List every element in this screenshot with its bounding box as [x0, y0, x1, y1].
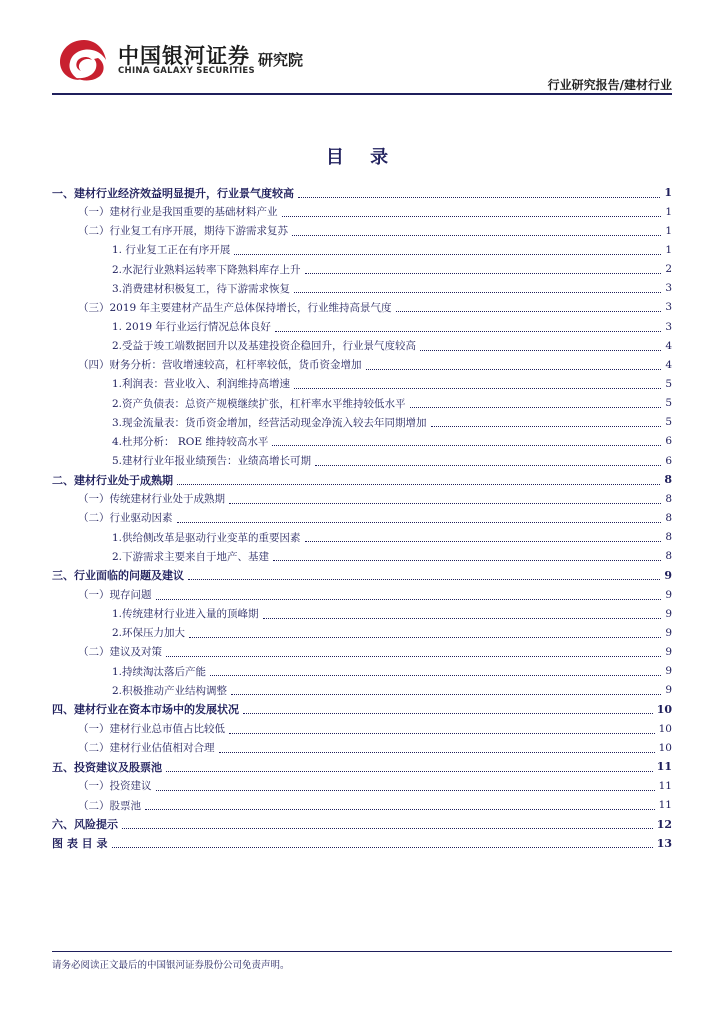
- toc-leader-dots: [431, 425, 662, 427]
- toc-entry-label[interactable]: 4.杜邦分析： ROE 维持较高水平: [112, 435, 269, 448]
- toc-entry-label[interactable]: 1.利润表：营业收入、利润维持高增速: [112, 378, 291, 391]
- toc-entry-page[interactable]: 10: [656, 702, 672, 716]
- toc-leader-dots: [366, 368, 662, 370]
- toc-entry-label[interactable]: （二）行业复工有序开展，期待下游需求复苏: [78, 225, 288, 238]
- toc-entry-page[interactable]: 1: [665, 224, 672, 237]
- toc-entry-label[interactable]: 2.水泥行业熟料运转率下降熟料库存上升: [112, 263, 301, 276]
- toc-entry-page[interactable]: 8: [665, 531, 672, 544]
- toc-entry-page[interactable]: 4: [665, 358, 672, 371]
- toc-entry-page[interactable]: 8: [665, 492, 672, 505]
- toc-entry-label[interactable]: 二、建材行业处于成熟期: [52, 473, 173, 487]
- toc-entry-label[interactable]: （二）建材行业估值相对合理: [78, 742, 215, 755]
- toc-entry-page[interactable]: 11: [656, 760, 672, 774]
- toc-leader-dots: [234, 253, 661, 255]
- toc-entry-page[interactable]: 1: [665, 205, 672, 218]
- toc-entry-label[interactable]: （四）财务分析：营收增速较高，杠杆率较低，货币资金增加: [78, 359, 362, 372]
- toc-entry-page[interactable]: 5: [665, 377, 672, 390]
- toc-entry-page[interactable]: 3: [665, 301, 672, 314]
- table-of-contents: [52, 183, 672, 853]
- toc-entry-label[interactable]: 2.积极推动产业结构调整: [112, 684, 228, 697]
- toc-entry-page[interactable]: 9: [665, 607, 672, 620]
- toc-entry-label[interactable]: 三、行业面临的问题及建议: [52, 569, 184, 583]
- toc-entry[interactable]: [52, 202, 672, 221]
- toc-entry-page[interactable]: 8: [664, 473, 672, 487]
- toc-entry[interactable]: [52, 757, 672, 776]
- brand-institute: 研究院: [258, 51, 304, 69]
- toc-entry[interactable]: [52, 489, 672, 508]
- toc-entry[interactable]: [52, 298, 672, 317]
- toc-leader-dots: [396, 310, 662, 312]
- toc-entry-page[interactable]: 9: [665, 645, 672, 658]
- toc-entry-label[interactable]: 四、建材行业在资本市场中的发展状况: [52, 703, 239, 717]
- toc-entry-label[interactable]: 3.消费建材积极复工，待下游需求恢复: [112, 282, 291, 295]
- toc-entry[interactable]: [52, 642, 672, 661]
- toc-entry-page[interactable]: 8: [665, 550, 672, 563]
- toc-leader-dots: [219, 751, 655, 753]
- toc-entry[interactable]: [52, 451, 672, 470]
- china-galaxy-logo-icon: [58, 38, 110, 82]
- toc-entry[interactable]: [52, 776, 672, 795]
- toc-entry-label[interactable]: 1.持续淘汰落后产能: [112, 665, 207, 678]
- toc-entry-label[interactable]: 一、建材行业经济效益明显提升，行业景气度较高: [52, 186, 294, 200]
- toc-leader-dots: [229, 732, 655, 734]
- toc-entry-page[interactable]: 1: [665, 243, 672, 256]
- brand-name-en: CHINA GALAXY SECURITIES: [118, 66, 255, 76]
- toc-entry[interactable]: [52, 566, 672, 585]
- toc-entry-page[interactable]: 12: [656, 817, 672, 831]
- toc-entry-label[interactable]: 3.现金流量表：货币资金增加，经营活动现金净流入较去年同期增加: [112, 416, 427, 429]
- brand-name-cn: 中国银河证券: [118, 44, 250, 68]
- toc-entry[interactable]: [52, 432, 672, 451]
- toc-leader-dots: [305, 540, 662, 542]
- footer-divider: [52, 951, 672, 952]
- toc-leader-dots: [156, 598, 662, 600]
- toc-entry[interactable]: [52, 374, 672, 393]
- toc-entry-label[interactable]: 2.资产负债表：总资产规模继续扩张，杠杆率水平维持较低水平: [112, 397, 406, 410]
- toc-entry-page[interactable]: 8: [665, 511, 672, 524]
- toc-leader-dots: [410, 406, 662, 408]
- toc-entry-page[interactable]: 9: [665, 684, 672, 697]
- toc-leader-dots: [420, 349, 661, 351]
- toc-entry[interactable]: [52, 183, 672, 202]
- toc-entry[interactable]: [52, 470, 672, 489]
- toc-entry[interactable]: [52, 508, 672, 527]
- toc-entry[interactable]: [52, 240, 672, 259]
- toc-leader-dots: [243, 712, 653, 714]
- toc-entry-label[interactable]: （一）建材行业总市值占比较低: [78, 723, 225, 735]
- toc-entry[interactable]: [52, 413, 672, 432]
- toc-leader-dots: [273, 559, 661, 561]
- footer-disclaimer: 请务必阅读正文最后的中国银河证券股份公司免责声明。: [52, 960, 290, 971]
- toc-entry[interactable]: [52, 547, 672, 566]
- toc-entry-label[interactable]: （一）建材行业是我国重要的基础材料产业: [78, 206, 278, 219]
- toc-leader-dots: [229, 502, 661, 504]
- toc-entry-label[interactable]: 5.建材行业年报业绩预告：业绩高增长可期: [112, 455, 312, 468]
- toc-entry-label[interactable]: 2.受益于竣工端数据回升以及基建投资企稳回升，行业景气度较高: [112, 340, 417, 353]
- toc-entry[interactable]: [52, 815, 672, 834]
- toc-entry[interactable]: [52, 604, 672, 623]
- header-divider: [52, 93, 672, 95]
- toc-entry-page[interactable]: 2: [665, 263, 672, 276]
- toc-entry-page[interactable]: 11: [658, 779, 672, 792]
- toc-entry[interactable]: [52, 700, 672, 719]
- toc-leader-dots: [282, 215, 662, 217]
- toc-entry-label[interactable]: （二）股票池: [78, 799, 141, 812]
- toc-entry-label[interactable]: 1.供给侧改革是驱动行业变革的重要因素: [112, 531, 301, 544]
- toc-entry-page[interactable]: 3: [665, 320, 672, 333]
- toc-entry-label[interactable]: 2.下游需求主要来自于地产、基建: [112, 550, 270, 563]
- toc-leader-dots: [263, 617, 662, 619]
- toc-leader-dots: [166, 770, 653, 772]
- toc-entry[interactable]: [52, 662, 672, 681]
- toc-entry-page[interactable]: 11: [658, 799, 672, 812]
- report-type: 行业研究报告/建材行业: [547, 78, 672, 92]
- toc-leader-dots: [305, 272, 662, 274]
- toc-title: 目 录: [325, 147, 399, 168]
- toc-entry-page[interactable]: 9: [664, 568, 672, 582]
- toc-entry-label[interactable]: （一）传统建材行业处于成熟期: [78, 493, 225, 506]
- toc-entry[interactable]: [52, 796, 672, 815]
- toc-entry[interactable]: [52, 317, 672, 336]
- toc-entry-page[interactable]: 6: [665, 454, 672, 467]
- toc-entry-label[interactable]: 六、风险提示: [52, 818, 118, 832]
- toc-entry-page[interactable]: 9: [665, 626, 672, 639]
- toc-entry-page[interactable]: 10: [658, 741, 672, 754]
- toc-entry-page[interactable]: 13: [656, 836, 672, 850]
- toc-entry[interactable]: [52, 738, 672, 757]
- toc-leader-dots: [145, 808, 655, 810]
- toc-entry-page[interactable]: 5: [665, 397, 672, 410]
- toc-entry-label[interactable]: （三）2019 年主要建材产品生产总体保持增长，行业维持高景气度: [78, 301, 392, 314]
- toc-leader-dots: [275, 330, 661, 332]
- toc-leader-dots: [298, 196, 660, 198]
- toc-entry[interactable]: [52, 623, 672, 642]
- toc-entry-page[interactable]: 9: [665, 588, 672, 601]
- toc-entry[interactable]: [52, 279, 672, 298]
- toc-entry-label[interactable]: 1. 行业复工正在有序开展: [112, 244, 231, 257]
- toc-entry[interactable]: [52, 585, 672, 604]
- toc-leader-dots: [294, 291, 661, 293]
- toc-entry[interactable]: [52, 336, 672, 355]
- toc-entry-label[interactable]: 1. 2019 年行业运行情况总体良好: [112, 321, 271, 334]
- toc-leader-dots: [177, 521, 662, 523]
- toc-leader-dots: [272, 444, 661, 446]
- toc-entry-label[interactable]: （二）行业驱动因素: [78, 512, 173, 525]
- toc-entry-label[interactable]: 五、投资建议及股票池: [52, 760, 162, 774]
- toc-entry[interactable]: [52, 355, 672, 374]
- toc-entry-label[interactable]: 2.环保压力加大: [112, 627, 186, 640]
- toc-leader-dots: [231, 693, 661, 695]
- toc-leader-dots: [112, 846, 653, 848]
- toc-entry-page[interactable]: 9: [665, 665, 672, 678]
- toc-leader-dots: [189, 636, 661, 638]
- toc-leader-dots: [292, 234, 661, 236]
- toc-entry-label[interactable]: （二）建议及对策: [78, 646, 162, 659]
- toc-entry-page[interactable]: 4: [665, 339, 672, 352]
- toc-leader-dots: [188, 578, 660, 580]
- page-header: [0, 0, 724, 100]
- toc-entry-label[interactable]: （一）投资建议: [78, 780, 152, 793]
- toc-entry-label[interactable]: 图 表 目 录: [52, 837, 108, 851]
- toc-entry-label[interactable]: 1.传统建材行业进入量的顶峰期: [112, 608, 259, 621]
- toc-leader-dots: [210, 674, 661, 676]
- toc-entry-label[interactable]: （一）现存问题: [78, 589, 152, 602]
- toc-leader-dots: [294, 387, 661, 389]
- toc-leader-dots: [156, 789, 655, 791]
- toc-leader-dots: [122, 827, 653, 829]
- toc-entry-page[interactable]: 1: [664, 186, 672, 200]
- toc-entry[interactable]: [52, 834, 672, 853]
- toc-entry-page[interactable]: 6: [665, 435, 672, 448]
- toc-entry-page[interactable]: 10: [658, 722, 672, 735]
- toc-entry[interactable]: [52, 394, 672, 413]
- toc-leader-dots: [315, 464, 661, 466]
- toc-entry[interactable]: [52, 719, 672, 738]
- toc-leader-dots: [177, 483, 660, 485]
- toc-entry[interactable]: [52, 528, 672, 547]
- toc-leader-dots: [166, 655, 661, 657]
- toc-entry-page[interactable]: 3: [665, 282, 672, 295]
- toc-entry[interactable]: [52, 681, 672, 700]
- toc-entry-page[interactable]: 5: [665, 416, 672, 429]
- toc-entry[interactable]: [52, 221, 672, 240]
- toc-entry[interactable]: [52, 260, 672, 279]
